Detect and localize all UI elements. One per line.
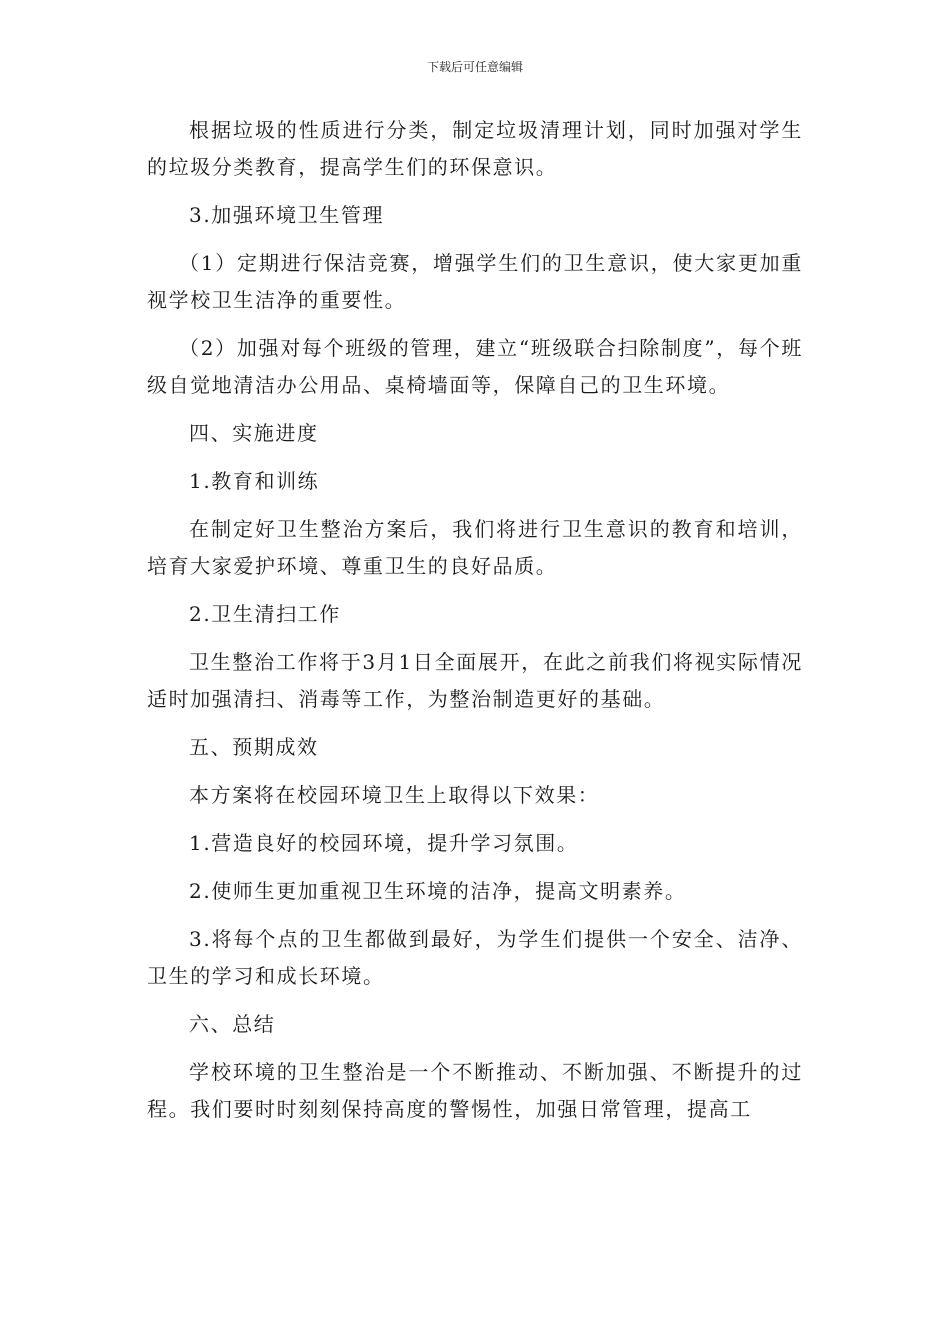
result-item-1: 1.营造良好的校园环境，提升学习氛围。 [189, 831, 579, 855]
paragraph-cleaning-work: 卫生整治工作将于3月1日全面展开，在此之前我们将视实际情况适时加强清扫、消毒等工作，为整治制造更好的基础。 [147, 650, 803, 711]
heading-hygiene-management: 3.加强环境卫生管理 [189, 203, 385, 227]
heading-implementation-progress: 四、实施进度 [189, 421, 319, 445]
heading-expected-results: 五、预期成效 [189, 735, 319, 759]
paragraph-education-training: 在制定好卫生整治方案后，我们将进行卫生意识的教育和培训，培育大家爱护环境、尊重卫生的良好品质。 [147, 517, 803, 578]
result-item-2: 2.使师生更加重视卫生环境的洁净，提高文明素养。 [189, 879, 687, 903]
paragraph-cleaning-competition: （1）定期进行保洁竞赛，增强学生们的卫生意识，使大家更加重视学校卫生洁净的重要性。 [147, 251, 803, 312]
heading-summary: 六、总结 [189, 1012, 276, 1036]
paragraph-class-management: （2）加强对每个班级的管理，建立“班级联合扫除制度”，每个班级自觉地清洁办公用品、桌椅墙面等，保障自己的卫生环境。 [147, 336, 803, 397]
page-header: 下载后可任意编辑 [426, 60, 523, 74]
paragraph-waste-classification: 根据垃圾的性质进行分类，制定垃圾清理计划，同时加强对学生的垃圾分类教育，提高学生们的环保意识。 [147, 118, 803, 179]
heading-cleaning-work: 2.卫生清扫工作 [189, 602, 341, 626]
result-item-3: 3.将每个点的卫生都做到最好，为学生们提供一个安全、洁净、卫生的学习和成长环境。 [147, 927, 803, 988]
results-intro: 本方案将在校园环境卫生上取得以下效果： [189, 783, 600, 807]
heading-education-training: 1.教育和训练 [189, 469, 320, 493]
document-body [147, 112, 803, 1139]
paragraph-summary: 学校环境的卫生整治是一个不断推动、不断加强、不断提升的过程。我们要时时刻刻保持高度的警惕性，加强日常管理，提高工 [147, 1060, 803, 1121]
